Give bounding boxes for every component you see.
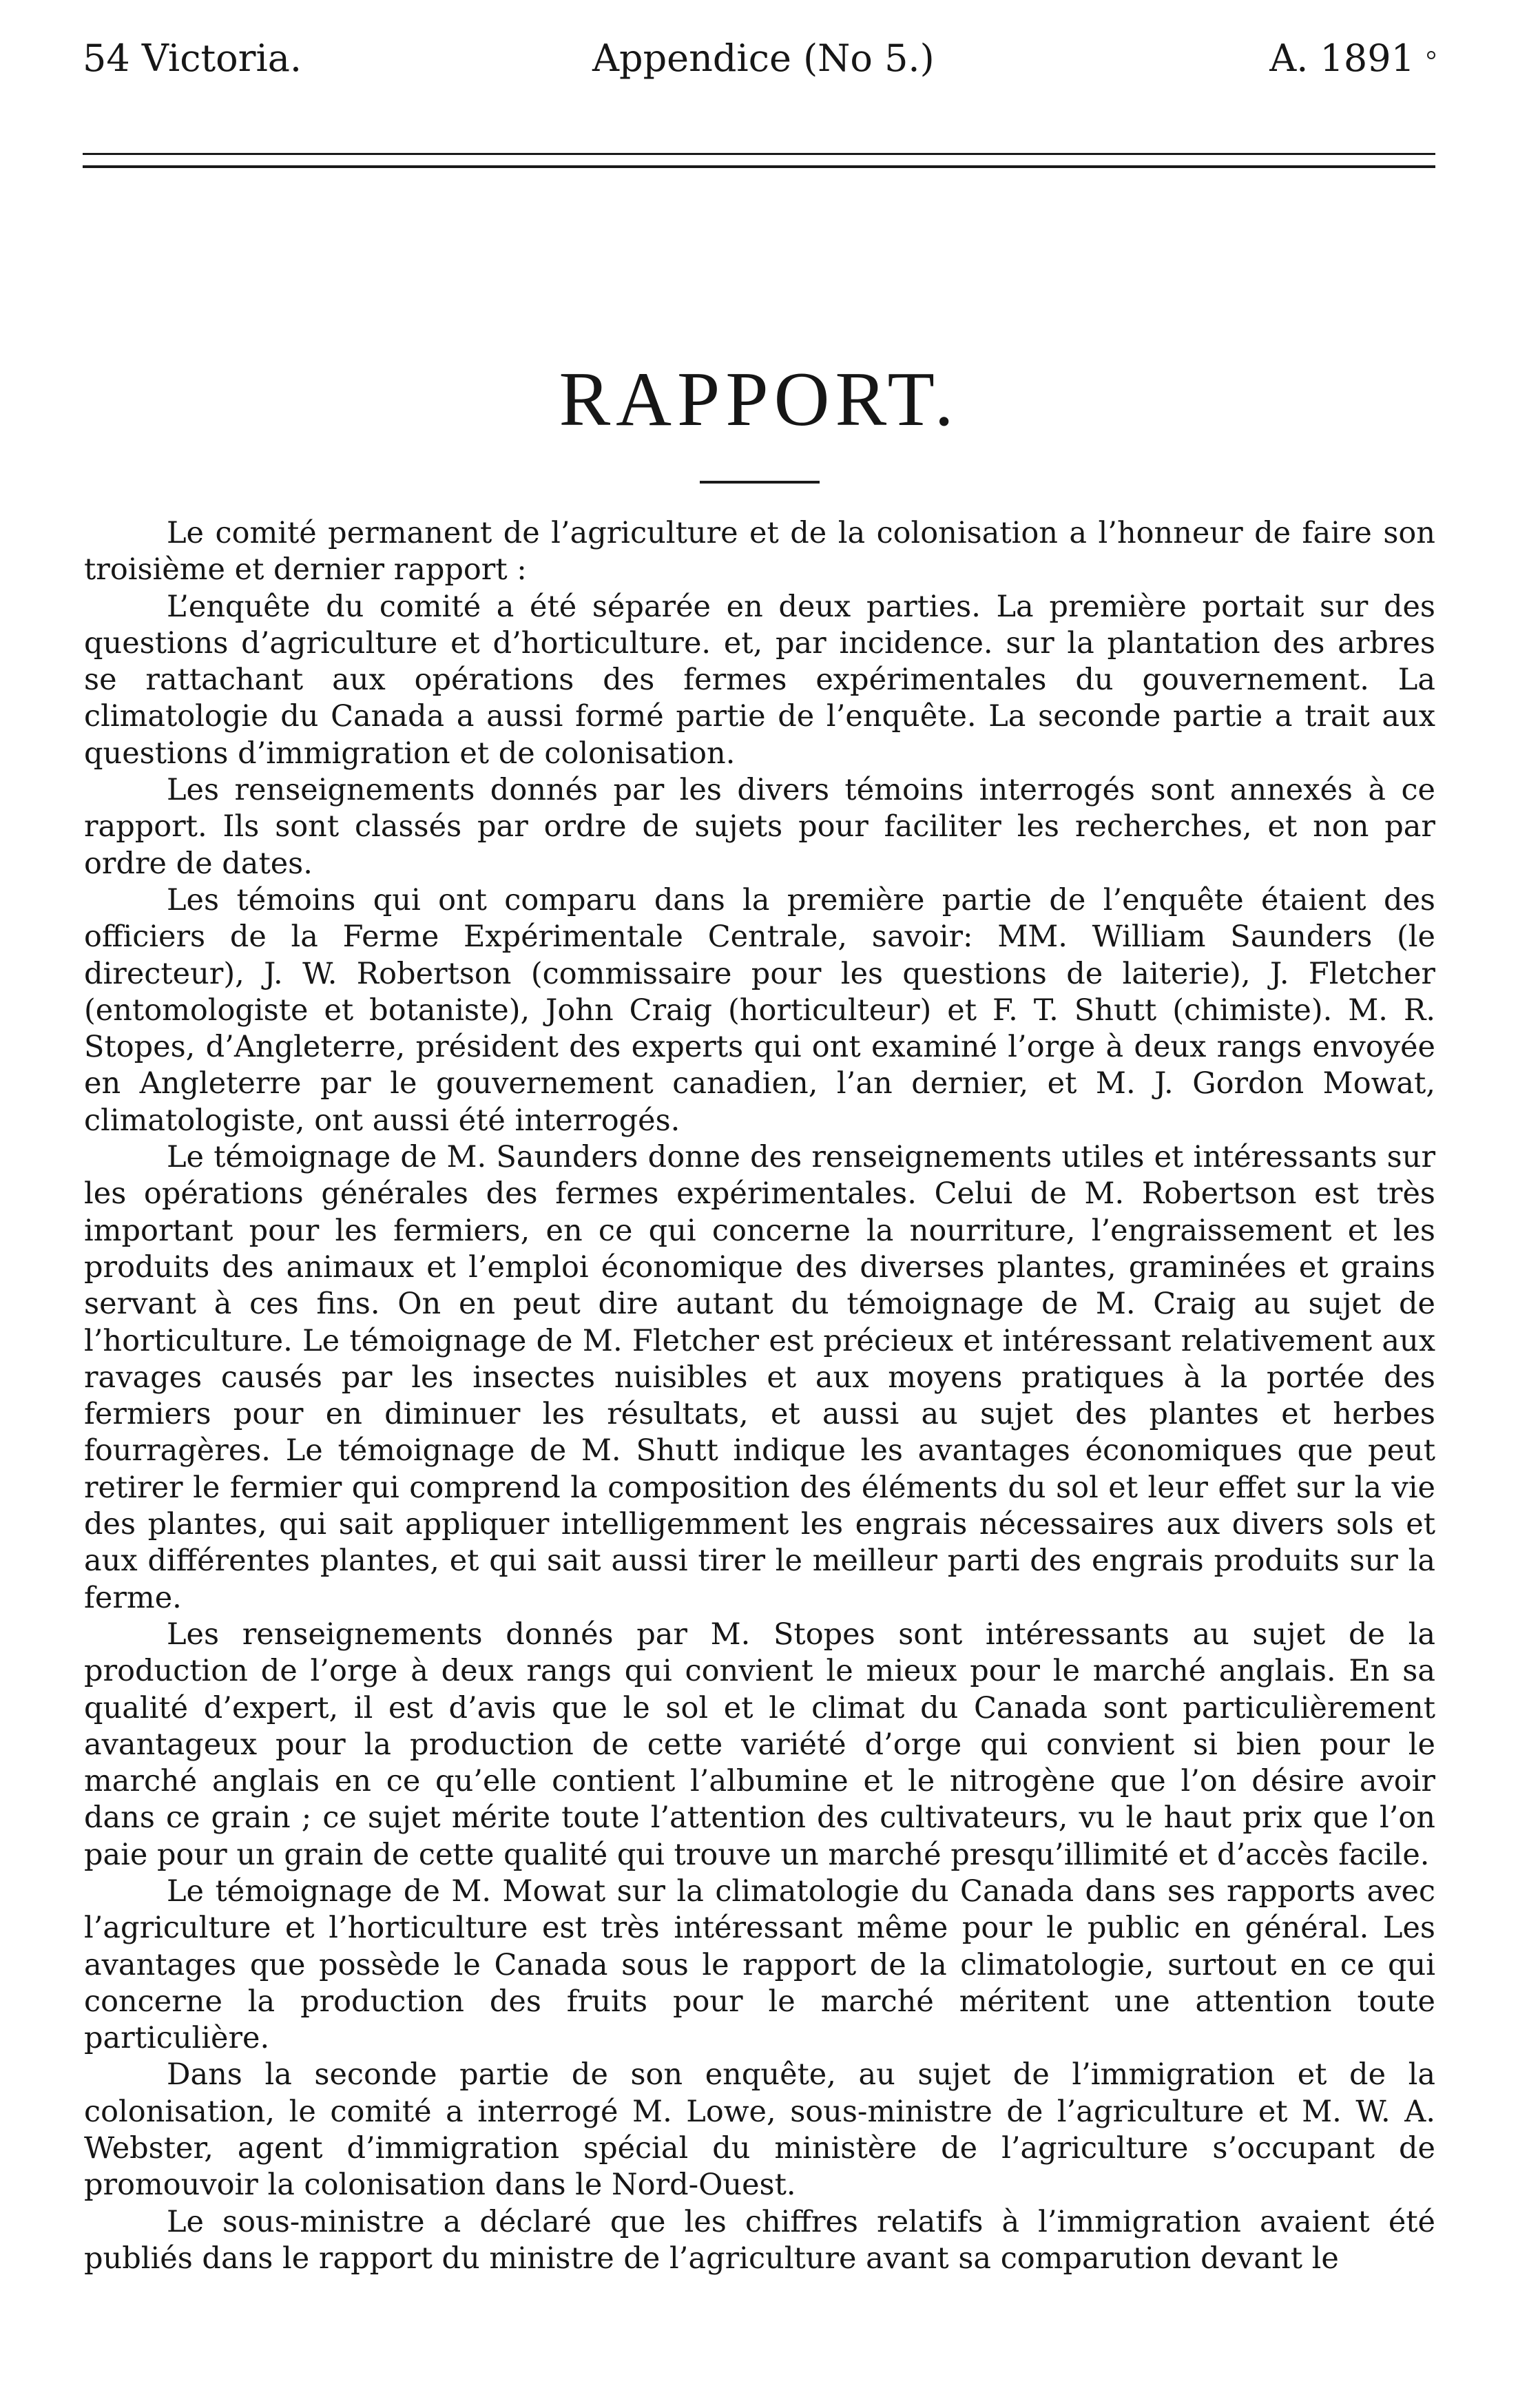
header-rule-thick [83,165,1435,168]
paragraph: L’enquête du comité a été séparée en deux parties. La première portait sur des questions d’agriculture et d’horticulture. et, par incidence. sur la plantation des arbres se rattachant aux opérations des fermes expérimentales du gouvernement. La climatologie du Canada a aussi formé partie de l’enquête. La seconde partie a trait aux questions d’immigration et de colonisation. [84,589,1435,771]
paragraph: Les renseignements donnés par les divers témoins interrogés sont annexés à ce rapport. Ils sont classés par ordre de sujets pour faciliter les recherches, et non par ordre de dates. [84,773,1435,881]
paragraph: Le comité permanent de l’agriculture et de la colonisation a l’honneur de faire son troisième et dernier rapport : [84,516,1435,588]
paragraph: Dans la seconde partie de son enquête, au sujet de l’immigration et de la colonisation, le comité a interrogé M. Lowe, sous-ministre de l’agriculture et M. W. A. Webster, agent d’immigration spécial du ministère de l’agriculture s’occupant de promouvoir la colonisation dans le Nord-Ouest. [84,2057,1435,2203]
paragraph: Les renseignements donnés par M. Stopes sont intéressants au sujet de la production de l’orge à deux rangs qui convient le mieux pour le marché anglais. En sa qualité d’expert, il est d’avis que le sol et le climat du Canada sont particulièrement avantageux pour la production de cette variété d’orge qui convient si bien pour le marché anglais en ce qu’elle contient l’albumine et le nitrogène que l’on désire avoir dans ce grain ; ce sujet mérite toute l’attention des cultivateurs, vu le haut prix que l’on paie pour un grain de cette qualité qui trouve un marché presqu’illimité et d’accès facile. [84,1617,1435,1872]
page-title: RAPPORT. [559,357,959,442]
running-header [83,28,1435,90]
header-appendix: Appendice (No 5.) [592,37,935,80]
header-rule-thin [83,153,1435,155]
report-body [84,515,1435,2277]
paragraph: Le témoignage de M. Saunders donne des renseignements utiles et intéressants sur les opérations générales des fermes expérimentales. Celui de M. Robertson est très important pour les fermiers, en ce qui concerne la nourriture, l’engraissement et les produits des animaux et l’emploi économique des diverses plantes, graminées et grains servant à ces fins. On en peut dire autant du témoignage de M. Craig au sujet de l’horticulture. Le témoignage de M. Fletcher est précieux et intéressant relativement aux ravages causés par les insectes nuisibles et aux moyens pratiques à la portée des fermiers pour en diminuer les résultats, et aussi au sujet des plantes et herbes fourragères. Le témoignage de M. Shutt indique les avantages économiques que peut retirer le fermier qui comprend la composition des éléments du sol et leur effet sur la vie des plantes, qui sait appliquer intelligemment les engrais nécessaires aux divers sols et aux différentes plantes, et qui sait aussi tirer le meilleur parti des engrais produits sur la ferme. [84,1140,1435,1615]
paragraph: Les témoins qui ont comparu dans la première partie de l’enquête étaient des officiers de la Ferme Expérimentale Centrale, savoir: MM. William Saunders (le directeur), J. W. Robertson (commissaire pour les questions de laiterie), J. Fletcher (entomologiste et botaniste), John Craig (horticulteur) et F. T. Shutt (chimiste). M. R. Stopes, d’Angleterre, président des experts qui ont examiné l’orge à deux rangs envoyée en Angleterre par le gouvernement canadien, l’an dernier, et M. J. Gordon Mowat, climatologiste, ont aussi été interrogés. [84,882,1435,1138]
header-session: 54 Victoria. [83,37,302,80]
paragraph: Le témoignage de M. Mowat sur la climatologie du Canada dans ses rapports avec l’agriculture et l’horticulture est très intéressant même pour le public en général. Les avantages que possède le Canada sous le rapport de la climatologie, surtout en ce qui concerne la production des fruits pour le marché méritent une attention toute particulière. [84,1874,1435,2056]
header-mark [1427,51,1435,59]
title-rule [700,481,820,484]
header-year: A. 1891 [1269,37,1415,80]
paragraph: Le sous-ministre a déclaré que les chiffres relatifs à l’immigration avaient été publiés dans le rapport du ministre de l’agriculture avant sa comparution devant le [84,2204,1435,2276]
